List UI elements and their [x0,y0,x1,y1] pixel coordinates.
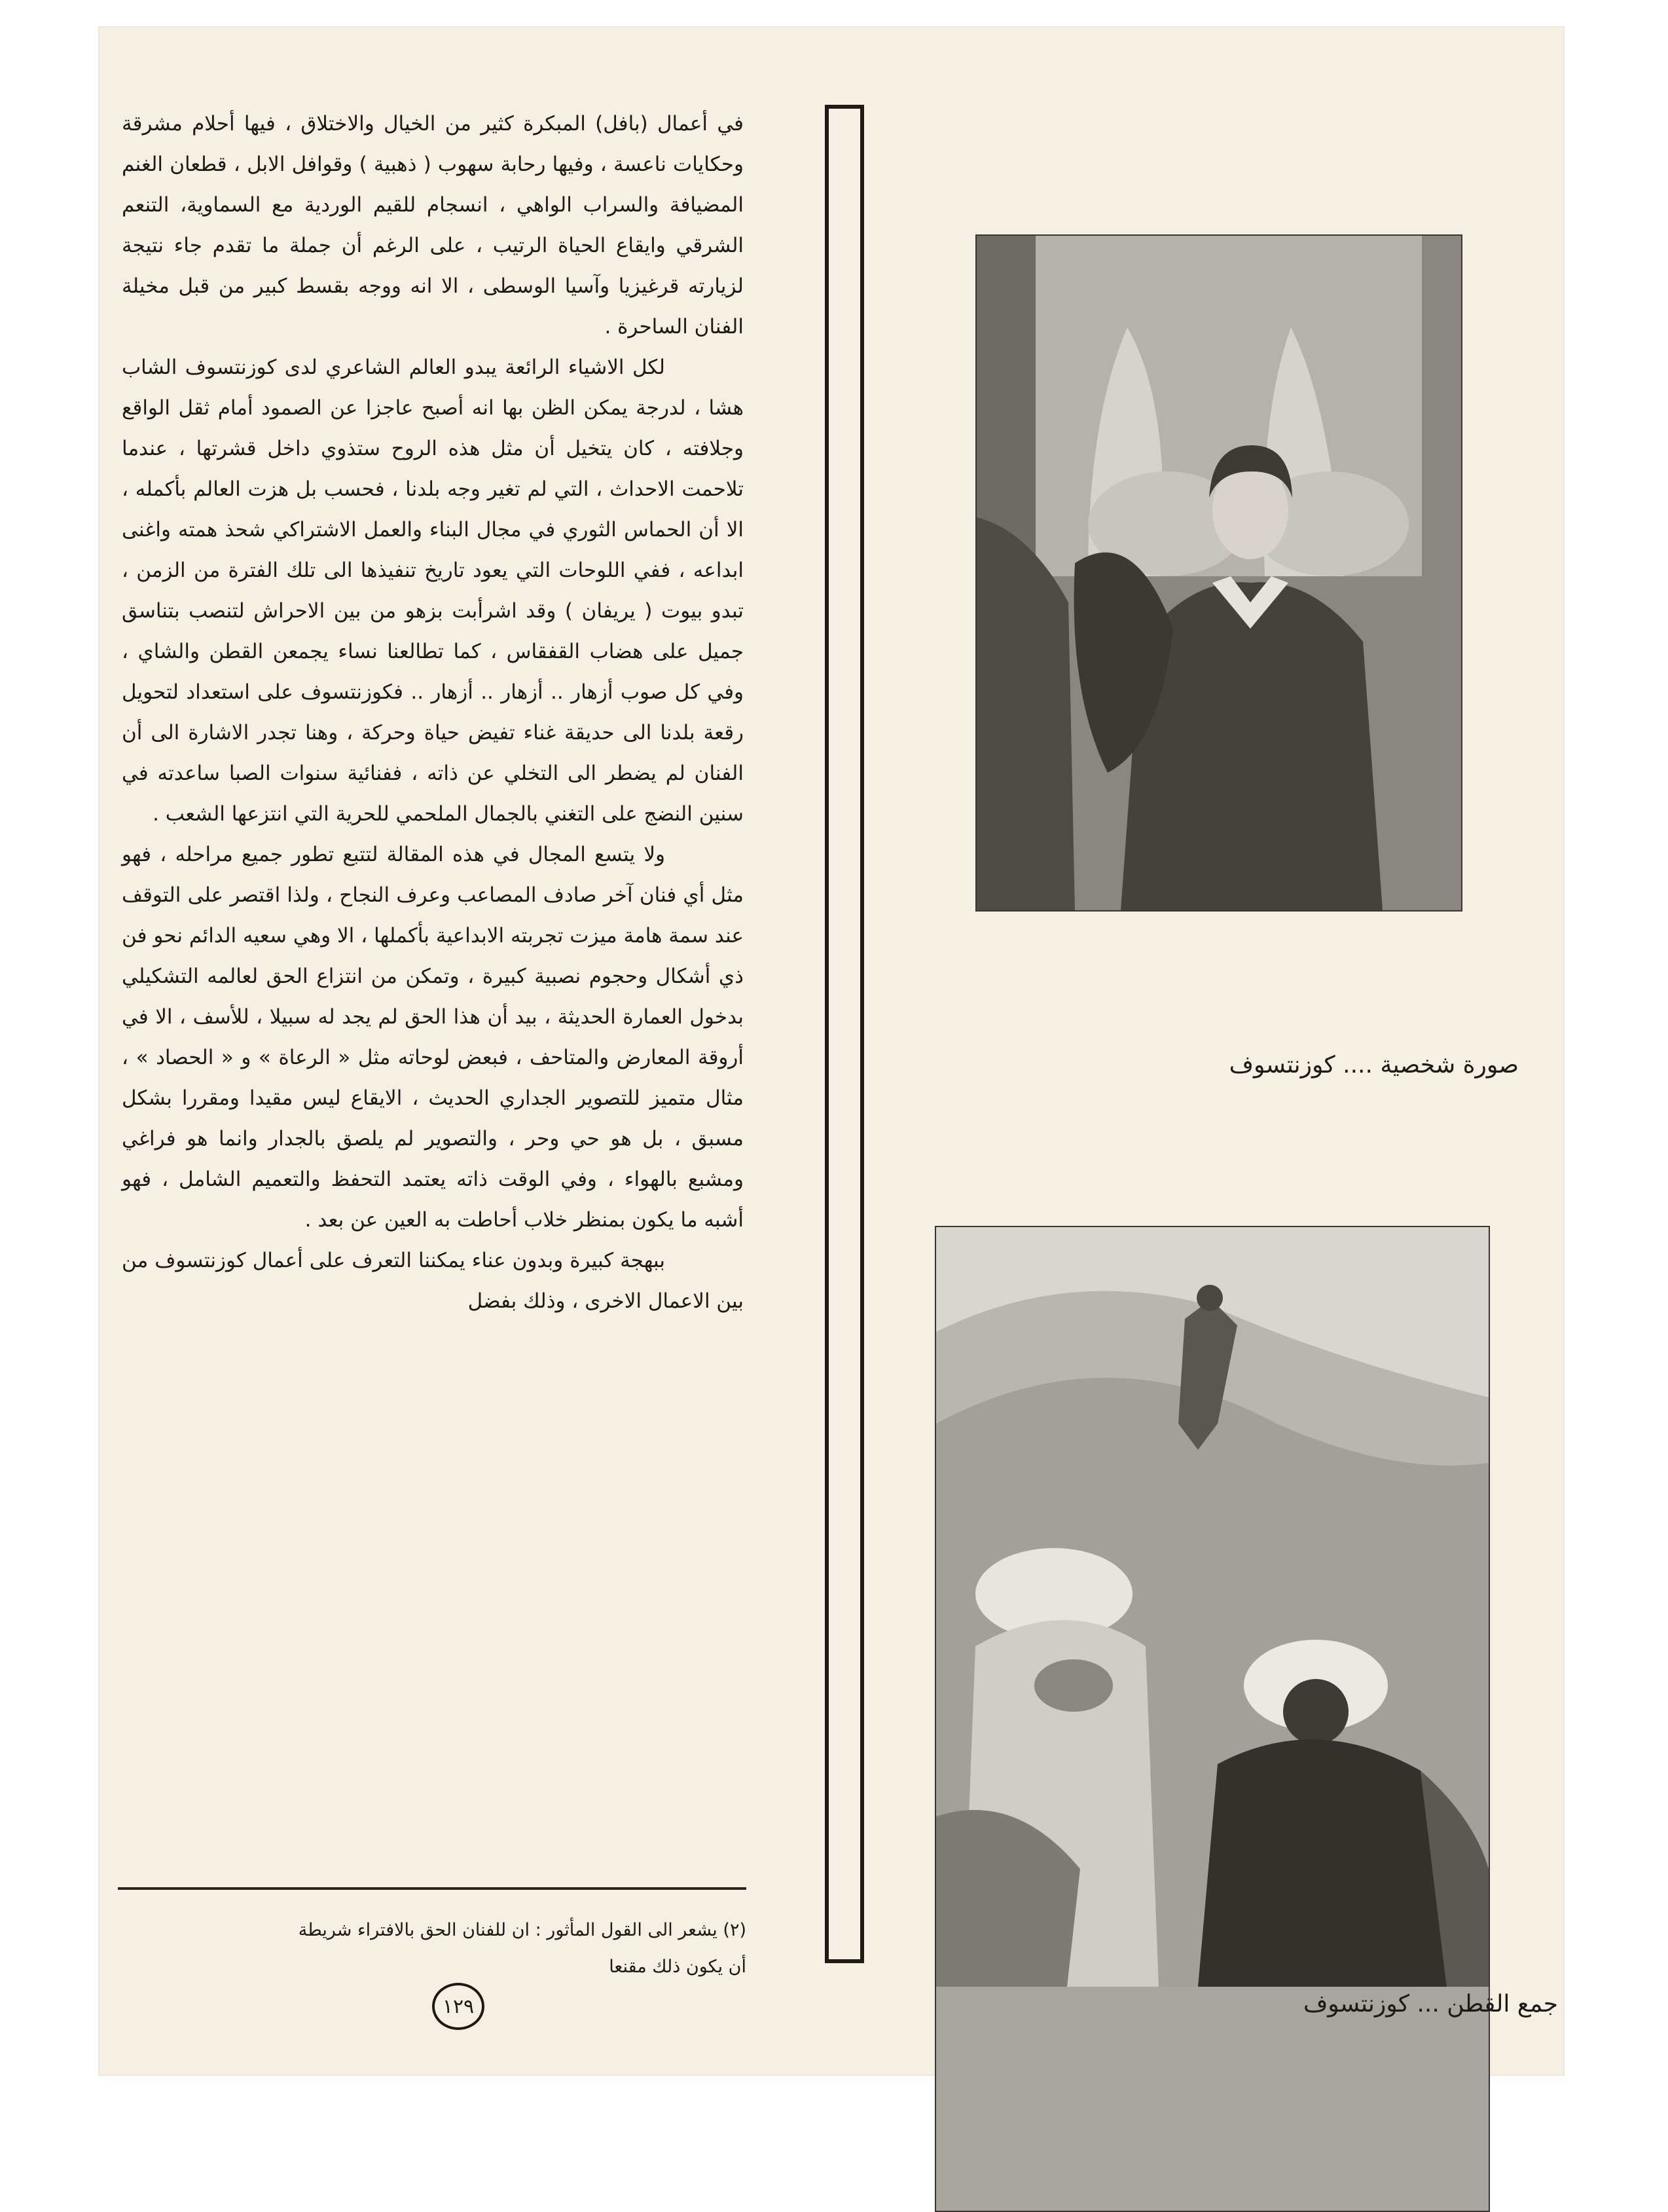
page-number: ١٢٩ [432,1983,484,2030]
paragraph-3: ولا يتسع المجال في هذه المقالة لتتبع تطور جميع مراحله ، فهو مثل أي فنان آخر صادف المصاعب وعرف النجاح ، ولذا اقتصر على التوقف عند سمة هامة ميزت تجربته الابداعية بأكملها ، الا وهي سعيه الدائم نحو فن ذي أشكال وحجوم نصبية كبيرة ، وتمكن من انتزاع الحق لعالمه التشكيلي بدخول العمارة الحديثة ، بيد أن هذا الحق لم يجد له سبيلا ، للأسف ، الا في أروقة المعارض والمتاحف ، فبعض لوحاته مثل « الرعاة » و « الحصاد » ، مثال متميز للتصوير الجداري الحديث ، الايقاع ليس مقيدا ومقررا بشكل مسبق ، بل هو حي وحر ، والتصوير لم يلصق بالجدار وانما هو فراغي ومشبع بالهواء ، وفي الوقت ذاته يعتمد التحفظ والتعميم الشامل ، فهو أشبه ما يكون بمنظر خلاب أحاطت به العين عن بعد . [122,843,744,1232]
footnote-line-1: (٢) يشعر الى القول المأثور : ان للفنان الحق بالافتراء شريطة [298,1920,746,1940]
article-body [122,103,744,1688]
footnote-rule [118,1887,746,1890]
portrait-painting [975,234,1462,912]
cotton-harvest-caption: جمع القطن ... كوزنتسوف [1303,1991,1558,2018]
footnote-line-2: أن يكون ذلك مقنعا [609,1957,746,1977]
paragraph-1: في أعمال (بافل) المبكرة كثير من الخيال والاختلاق ، فيها أحلام مشرقة وحكايات ناعسة ، وفيها رحابة سهوب ( ذهبية ) وقوافل الابل ، قطعان الغنم المضيافة والسراب الواهي ، انسجام للقيم الوردية مع السماوية، التنعم الشرقي وايقاع الحياة الرتيب ، على الرغم أن جملة ما تقدم جاء نتيجة لزيارته قرغيزيا وآسيا الوسطى ، الا انه ووجه بقسط كبير من قبل مخيلة الفنان الساحرة . [122,112,744,339]
paragraph-2: لكل الاشياء الرائعة يبدو العالم الشاعري لدى كوزنتسوف الشاب هشا ، لدرجة يمكن الظن بها انه أصبح عاجزا عن الصمود أمام ثقل الواقع وجلافته ، كان يتخيل أن مثل هذه الروح ستذوي داخل قشرتها ، عندما تلاحمت الاحداث ، التي لم تغير وجه بلدنا ، فحسب بل هزت العالم بأكمله ، الا أن الحماس الثوري في مجال البناء والعمل الاشتراكي شحذ همته واغنى ابداعه ، ففي اللوحات التي يعود تاريخ تنفيذها الى تلك الفترة من الزمن ، تبدو بيوت ( يريفان ) وقد اشرأبت بزهو من بين الاحراش لتنصب بتناسق جميل على هضاب القفقاس ، كما تطالعنا نساء يجمعن القطن والشاي ، وفي كل صوب أزهار .. أزهار .. أزهار .. فكوزنتسوف على استعداد لتحويل رقعة بلدنا الى حديقة غناء تفيض حياة وحركة ، وهنا تجدر الاشارة الى أن الفنان لم يضطر الى التخلي عن ذاته ، ففنائية سنوات الصبا ساعدته في سنين النضج على التغني بالجمال الملحمي للحرية التي انتزعها الشعب . [122,356,744,826]
portrait-painting-image [977,236,1461,910]
paragraph-4: ببهجة كبيرة وبدون عناء يمكننا التعرف على أعمال كوزنتسوف من بين الاعمال الاخرى ، وذلك بفضل [122,1249,744,1313]
portrait-caption: صورة شخصية .... كوزنتسوف [1229,1052,1519,1078]
footnote [111,1912,746,1985]
cotton-harvest-painting-image [936,1227,1489,1987]
cotton-harvest-painting [935,1226,1490,2212]
column-divider-frame [825,105,864,1963]
